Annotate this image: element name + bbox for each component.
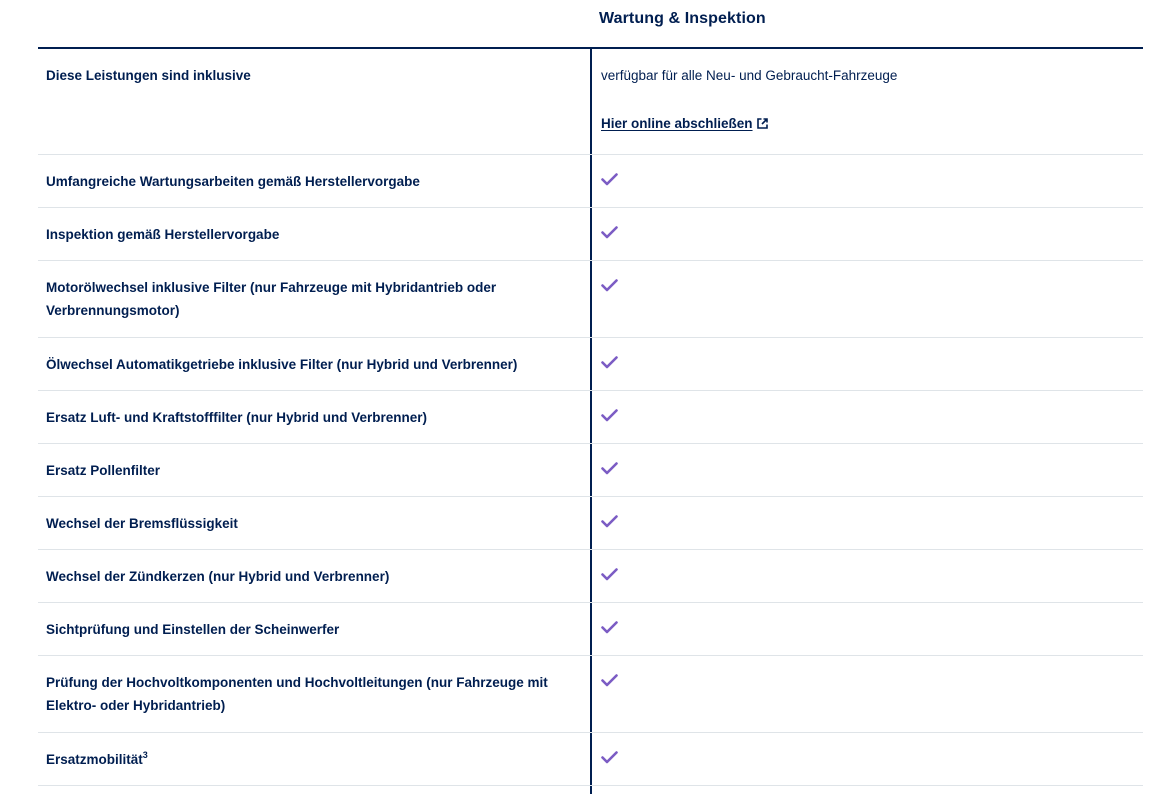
online-purchase-link-label: Hier online abschließen [601, 116, 753, 131]
table-row [38, 733, 1143, 786]
table-row [38, 656, 1143, 733]
service-value [592, 338, 1143, 390]
service-value [592, 155, 1143, 207]
intro-label: Diese Leistungen sind inklusive [46, 68, 251, 83]
table-row [38, 603, 1143, 656]
service-label: Wechsel der Zündkerzen (nur Hybrid und Verbrenner) [46, 569, 390, 584]
service-label: Umfangreiche Wartungsarbeiten gemäß Herstellervorgabe [46, 174, 420, 189]
service-label: Motorölwechsel inklusive Filter (nur Fahrzeuge mit Hybridantrieb oder Verbrennungsmotor) [46, 280, 497, 318]
checkmark-icon [601, 674, 618, 687]
service-value [592, 656, 1143, 732]
service-value [592, 603, 1143, 655]
table-row-intro [38, 49, 1143, 155]
service-label: Wechsel der Bremsflüssigkeit [46, 516, 238, 531]
checkmark-icon [601, 751, 618, 764]
checkmark-icon [601, 173, 618, 186]
checkmark-icon [601, 409, 618, 422]
service-value [592, 444, 1143, 496]
checkmark-icon [601, 462, 618, 475]
table-header [38, 0, 1143, 49]
checkmark-icon [601, 226, 618, 239]
column-title: Wartung & Inspektion [599, 10, 766, 27]
service-value [592, 497, 1143, 549]
table-row [38, 261, 1143, 338]
external-link-icon [757, 118, 768, 129]
table-row [38, 497, 1143, 550]
checkmark-icon [601, 515, 618, 528]
table-row [38, 155, 1143, 208]
table-row [38, 338, 1143, 391]
service-label: Ersatz Pollenfilter [46, 463, 161, 478]
checkmark-icon [601, 356, 618, 369]
service-label [38, 733, 590, 785]
availability-text: verfügbar für alle Neu- und Gebraucht-Fahrzeuge [601, 68, 898, 83]
service-value [592, 208, 1143, 260]
table-row [38, 550, 1143, 603]
service-value [592, 733, 1143, 785]
service-label: Prüfung der Hochvoltkomponenten und Hochvoltleitungen (nur Fahrzeuge mit Elektro- oder Hybridantrieb) [46, 675, 548, 713]
service-value [592, 391, 1143, 443]
service-label: Sichtprüfung und Einstellen der Scheinwerfer [46, 622, 340, 637]
footnote-marker: 3 [142, 750, 148, 760]
checkmark-icon [601, 279, 618, 292]
services-table [38, 49, 1143, 786]
service-value [592, 550, 1143, 602]
service-label: Inspektion gemäß Herstellervorgabe [46, 227, 280, 242]
service-value [592, 261, 1143, 337]
checkmark-icon [601, 568, 618, 581]
checkmark-icon [601, 621, 618, 634]
service-label-text: Ersatzmobilität [46, 752, 143, 767]
table-row [38, 208, 1143, 261]
online-purchase-link[interactable] [601, 116, 768, 131]
table-row [38, 444, 1143, 497]
service-label: Ölwechsel Automatikgetriebe inklusive Filter (nur Hybrid und Verbrenner) [46, 357, 518, 372]
service-label: Ersatz Luft- und Kraftstofffilter (nur Hybrid und Verbrenner) [46, 410, 428, 425]
intro-value [592, 49, 1143, 154]
table-row [38, 391, 1143, 444]
